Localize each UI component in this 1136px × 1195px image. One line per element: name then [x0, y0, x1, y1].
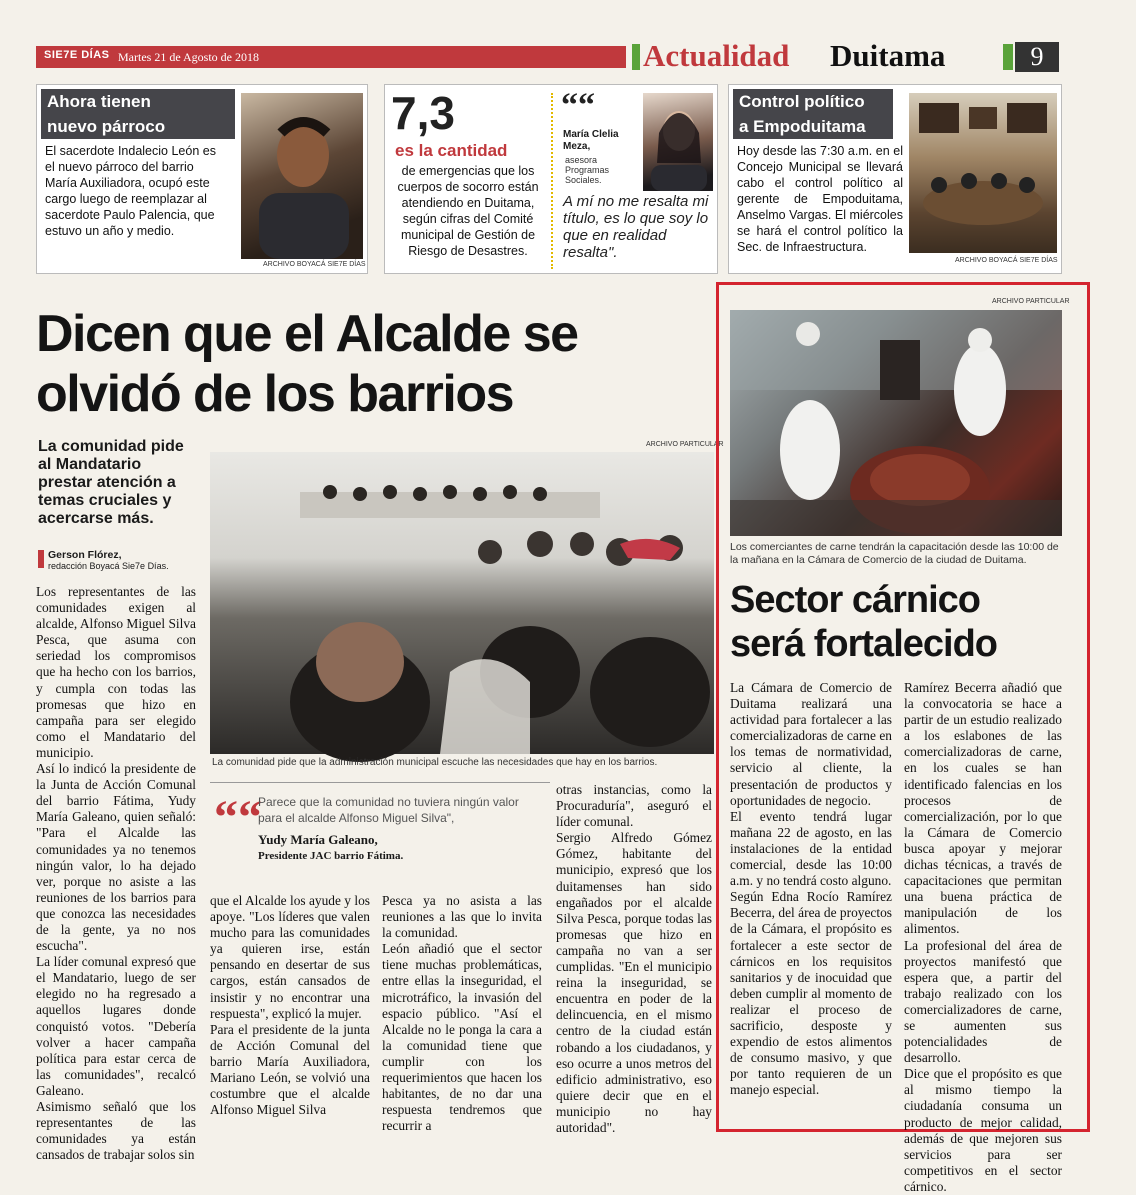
main-column-3: Pesca ya no asista a las reuniones a las que lo invita la comunidad. León añadió que el sector tiene muchas problemáticas, entre ellas la inseguridad, el microtráfico, la invasión del espacio público. "Así el Alcalde no le ponga la cara a la comunidad tiene que cumplir con los requerimientos que hacen los habitantes, de no dar una respuesta tendremos que recurrir a	[382, 893, 542, 1134]
main-column-4: otras instancias, como la Procuraduría", aseguró el líder comunal. Sergio Alfredo Gómez Gómez, habitante del municipio, expresó que los duitamenses han sido engañados por el alcalde Silva Pesca, porque todas las promesas que hizo en campaña no van a ser cumplidas. "En el municipio reina la inseguridad, se encuentra en poder de la delincuencia, en el mismo centro de la ciudad están robando a los ciudadanos, y eso ocurre a unos metros del edificio administrativo, eso quiere decir que en el municipio no hay autoridad".	[556, 782, 712, 1135]
main-photo-caption: La comunidad pide que la administración municipal escuche las necesidades que hay en los barrios.	[212, 757, 658, 768]
advisor-photo	[643, 93, 713, 191]
photo-credit: ARCHIVO BOYACÁ SIE7E DÍAS	[955, 257, 1058, 264]
side-headline-line1: Sector cárnico	[730, 579, 980, 621]
brief-text: El sacerdote Indalecio León es el nuevo párroco del barrio María Auxiliadora, ocupó este cargo luego de reemplazar al sacerdote Paulo Palencia, que estuvo un año y medio.	[45, 144, 216, 238]
brief-text: Hoy desde las 7:30 a.m. en el Concejo Municipal se llevará cabo el control político al gerente de Empoduitama, Anselmo Vargas. El miércoles se hará el control político la Sec. de Infraestructura.	[737, 144, 903, 254]
side-column-1: La Cámara de Comercio de Duitama realizará una actividad para fortalecer a las comercializadoras de carne en los temas de normatividad, servicio al cliente, la presentación de productos y oportunidades de negocio. El evento tendrá lugar mañana 22 de agosto, en las instalaciones de la entidad comercial, desde las 10:00 a.m. y no tendrá costo alguno. Según Edna Rocío Ramírez Becerra, del área de proyectos de la Cámara, el propósito es fortalecer a este sector de cárnicos en los requisitos sanitarios y de inocuidad que deben cumplir al momento de realizar el proceso de sacrificio, desposte y expendio de estos alimentos de consumo masivo, y que por tanto requieren de un manejo especial.	[730, 680, 892, 1098]
side-photo-credit: ARCHIVO PARTICULAR	[992, 298, 1070, 305]
brief-title-line1: Control político	[733, 89, 893, 114]
section-accent-bar	[632, 44, 640, 70]
byline-accent	[38, 550, 44, 568]
side-column-2: Ramírez Becerra añadió que la convocatoria se hace a partir de un estudio realizado a los eslabones de las comercializadoras de carne, en los cuales se han identificado falencias en los procesos de comercialización, por lo que la Cámara de Comercio busca apoyar y mejorar dichas técnicas, a través de capacitaciones que permitan una buena práctica de manipulación de los alimentos. La profesional del área de proyectos manifestó que espera que, a partir del trabajo realizado con los comercializadores de carne, se aumenten sus potencialidades de desarrollo. Dice que el propósito es que al mismo tiempo la ciudadanía consuma un producto de mejor calidad, además de que mejoren sus servicios para ser competitivos en el sector cárnico.	[904, 680, 1062, 1194]
quote-mark-icon: ““	[561, 87, 595, 124]
photo-credit: ARCHIVO BOYACÁ SIE7E DÍAS	[263, 261, 366, 268]
butchers-icon	[730, 310, 1062, 536]
side-headline-line2: será fortalecido	[730, 623, 997, 665]
stat-text: de emergencias que los cuerpos de socorro están atendiendo en Duitama, según cifras del Comité municipal de Gestión de Riesgo de Desastres.	[397, 164, 539, 258]
brief-title-line1: Ahora tienen	[41, 89, 235, 114]
quoted-person-name	[563, 129, 619, 153]
name-line1: María Clelia	[563, 129, 619, 140]
pullquote-mark-icon: ““	[214, 791, 262, 844]
priest-portrait-icon	[241, 93, 363, 259]
priest-photo	[241, 93, 363, 259]
section-name-primary: Actualidad	[643, 38, 790, 73]
headline-line2: olvidó de los barrios	[36, 365, 514, 423]
name-line2: Meza,	[563, 141, 591, 152]
main-subhead: La comunidad pide al Mandatario prestar atención a temas cruciales y acercarse más.	[38, 438, 184, 527]
council-photo	[909, 93, 1057, 253]
main-headline	[36, 304, 716, 424]
newspaper-brand: SIE7E DÍAS	[44, 49, 110, 61]
brief-political-control	[728, 84, 1062, 274]
role-line3: Sociales.	[565, 175, 602, 185]
side-headline	[730, 578, 1070, 666]
community-meeting-photo	[210, 452, 714, 754]
section-name-city: Duitama	[830, 38, 946, 73]
brief-new-priest	[36, 84, 368, 274]
meeting-audience-icon	[210, 452, 714, 754]
role-line2: Programas	[565, 165, 610, 175]
stat-label: es la cantidad	[395, 141, 508, 160]
page-accent-bar	[1003, 44, 1013, 70]
quoted-person-role	[565, 155, 609, 185]
author-name: Gerson Flórez,	[48, 549, 122, 561]
page-number: 9	[1015, 42, 1059, 72]
brief-statistic	[384, 84, 718, 274]
pullquote-text: Parece que la comunidad no tuviera ningún valor para el alcalde Alfonso Miguel Silva",	[258, 795, 519, 825]
meat-processing-photo	[730, 310, 1062, 536]
headline-line1: Dicen que el Alcalde se	[36, 305, 578, 363]
pullquote-rule	[210, 782, 550, 783]
side-photo-caption: Los comerciantes de carne tendrán la capacitación desde las 10:00 de la mañana en la Cámara de Comercio de la ciudad de Duitama.	[730, 541, 1059, 566]
brief-title-box	[733, 89, 893, 139]
brief-title-line2: a Empoduitama	[733, 114, 893, 139]
main-photo-credit: ARCHIVO PARTICULAR	[646, 441, 724, 448]
pullquote-role: Presidente JAC barrio Fátima.	[258, 850, 404, 862]
divider	[551, 93, 553, 269]
advisor-portrait-icon	[643, 93, 713, 191]
issue-date: Martes 21 de Agosto de 2018	[118, 50, 259, 64]
role-line1: asesora	[565, 155, 598, 165]
pullquote-name: Yudy María Galeano,	[258, 832, 378, 847]
main-column-2: que el Alcalde los ayude y los apoye. "Los líderes que valen mucho para las comunidades ya quieren irse, están pensando en desertar de sus cargos, están cansados de insistir y no encontrar una respuesta", explicó la mujer. Para el presidente de la junta de Acción Comunal del barrio María Auxiliadora, Mariano León, se volvió una costumbre que el alcalde Alfonso Miguel Silva	[210, 893, 370, 1118]
brief-title-line2: nuevo párroco	[41, 114, 235, 139]
brief-title-box	[41, 89, 235, 139]
main-column-1: Los representantes de las comunidades exigen al alcalde, Alfonso Miguel Silva Pesca, que asuma con seriedad los compromisos que ha hecho con los barrios, y cumpla con todas las promesas que hizo en campaña para ser elegido como el Mandatario del municipio. Así lo indicó la presidente de la Junta de Acción Comunal del barrio Fátima, Yudy María Galeano, quien señaló: "Para el Alcalde las comunidades ya no tenemos ningún valor, lo ha dejado ver, porque no asiste a las reuniones de los barrios para que conozca las necesidades de la gente, ya no nos escucha". La líder comunal expresó que el Mandatario, luego de ser elegido no ha regresado a aquellos lugares donde conquistó votos. "Debería volver a hacer campaña política para estar cerca de las comunidades", recalcó Galeano. Asimismo señaló que los representantes de las comunidades ya están cansados de trabajar solos sin	[36, 584, 196, 1163]
advisor-quote: A mí no me resalta mi título, es lo que soy lo que en realidad resalta".	[563, 193, 709, 261]
stat-number: 7,3	[391, 87, 455, 139]
author-role: redacción Boyacá Sie7e Días.	[48, 561, 169, 571]
council-room-icon	[909, 93, 1057, 253]
